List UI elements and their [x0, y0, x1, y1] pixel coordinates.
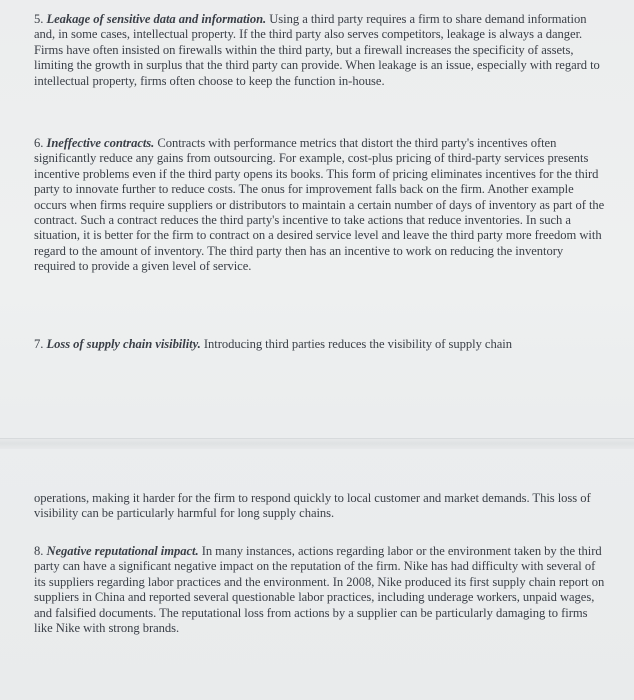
item-5-body: Using a third party requires a firm to share demand information and, in some cases, intellectual property. If the third party also serves competitors, leakage is always a danger. Firms have often insisted on firewalls within the third party, but a firewall increases the specificity of assets, limiting the growth in surplus that the third party can provide. When leakage is an issue, especially with regard to intellectual property, firms often choose to keep the function in-house. [34, 12, 600, 88]
item-5-number: 5. [34, 12, 44, 26]
item-6-body: Contracts with performance metrics that distort the third party's incentives often significantly reduce any gains from outsourcing. For example, cost-plus pricing of third-party services presents incentive problems even if the third party opens its books. This form of pricing eliminates incentives for the third party to innovate further to reduce costs. The onus for improvement falls back on the firm. Another example occurs when firms require suppliers or distributors to maintain a certain number of days of inventory as part of the contract. Such a contract reduces the third party's incentive to take actions that reduce inventories. In such a situation, it is better for the firm to contract on a desired service level and leave the third party more freedom with regard to the amount of inventory. The third party then has an incentive to work on reducing the inventory required to provide a given level of service. [34, 136, 605, 274]
item-7-continuation: operations, making it harder for the firm to respond quickly to local customer and market demands. This loss of visibility can be particularly harmful for long supply chains. [34, 491, 591, 521]
page-break-divider [0, 438, 634, 449]
item-7-number: 7. [34, 337, 44, 351]
item-7-paragraph [34, 337, 606, 352]
item-7-body: Introducing third parties reduces the visibility of supply chain [200, 337, 512, 351]
item-5-heading: Leakage of sensitive data and information. [46, 12, 267, 26]
item-8-heading: Negative reputational impact. [46, 544, 199, 558]
item-8-body: In many instances, actions regarding labor or the environment taken by the third party can have a significant negative impact on the reputation of the firm. Nike has had difficulty with several of its suppliers regarding labor practices and the environment. In 2008, Nike produced its first supply chain report on suppliers in China and reported several questionable labor practices, including underage workers, unpaid wages, and falsified documents. The reputational loss from actions by a supplier can be particularly damaging to firms like Nike with strong brands. [34, 544, 605, 636]
item-8-number: 8. [34, 544, 44, 558]
item-7-heading: Loss of supply chain visibility. [46, 337, 201, 351]
item-5-paragraph [34, 12, 606, 89]
item-8-paragraph [34, 544, 606, 636]
item-6-number: 6. [34, 136, 44, 150]
item-6-paragraph [34, 136, 606, 275]
item-6-heading: Ineffective contracts. [46, 136, 155, 150]
